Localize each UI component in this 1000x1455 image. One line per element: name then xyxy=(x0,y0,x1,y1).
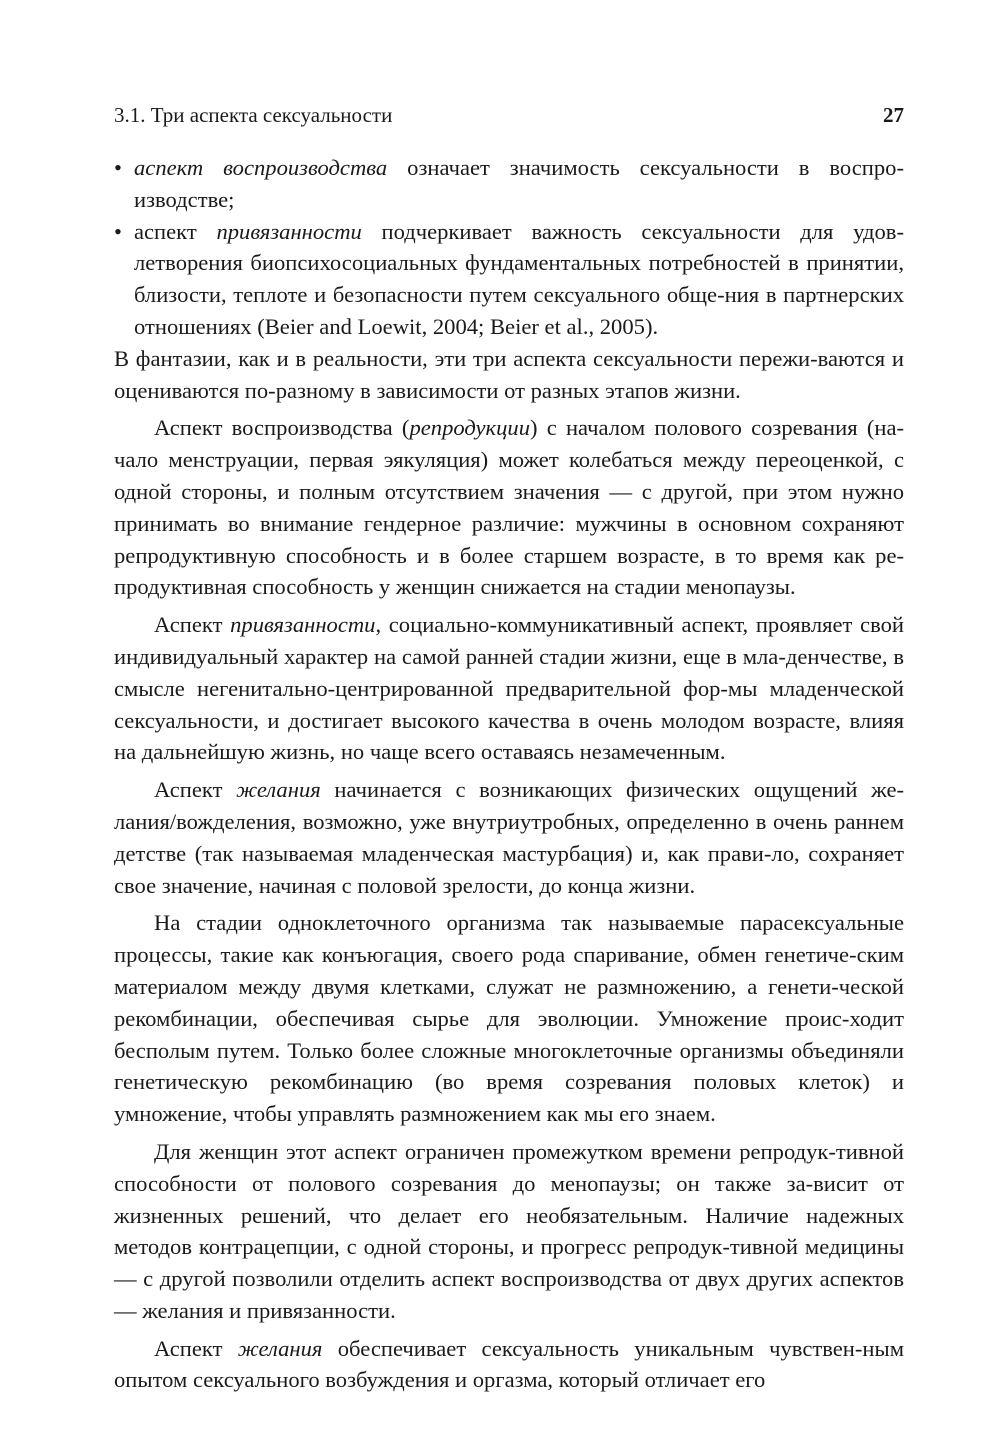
list-item xyxy=(114,216,904,343)
paragraph-text: Аспект xyxy=(154,1335,238,1361)
italic-term: репродукции xyxy=(409,415,530,441)
paragraph-1: В фантазии, как и в реальности, эти три аспекта сексуальности пережи-ваются и оцениваются по-разному в зависимости от разных этапов жизни. xyxy=(114,345,904,403)
list-item-text: подчеркивает важность сексуальности для удов-летворения биопсихосоциальных фундаментальных потребностей в принятии, близости, теплоте и безопасности путем сексуального обще-ния в партнерских отношениях (Beier and Loewit, 2004; Beier et al., 2005). xyxy=(134,218,904,339)
paragraph-text: обеспечивает сексуальность уникальным чувствен-ным опытом сексуального возбуждения и оргазма, который отличает его xyxy=(114,1335,904,1393)
list-item-text: означает значимость сексуальности в воспро-изводстве; xyxy=(134,155,904,212)
italic-term: желания xyxy=(237,1335,323,1361)
paragraph-5: На стадии одноклеточного организма так называемые парасексуальные процессы, такие как конъюгация, своего рода спаривание, обмен генетиче-ским материалом между двумя клетками, служат не размножению, а генети-ческой рекомбинации, обеспечивая сырье для эволюции. Умножение проис-ходит бесполым путем. Только более сложные многоклеточные организмы объединяли генетическую рекомбинацию (во время созревания половых клеток) и умножение, чтобы управлять размножением как мы его знаем. xyxy=(114,910,904,1127)
paragraph-6: Для женщин этот аспект ограничен промежутком времени репродук-тивной способности от полового созревания до менопаузы; он также за-висит от жизненных решений, что делает его необязательным. Наличие надежных методов контрацепции, с одной стороны, и прогресс репродук-тивной медицины — с другой позволили отделить аспект воспроизводства от двух других аспектов — желания и привязанности. xyxy=(114,1138,904,1323)
list-item xyxy=(114,152,904,216)
paragraph-text: начинается с возникающих физических ощущений же-лания/вожделения, возможно, уже внутриутробных, определенно в очень раннем детстве (так называемая младенческая мастурбация) и, как прави-ло, сохраняет свое значение, начиная с половой зрелости, до конца жизни. xyxy=(114,777,905,898)
bullet-icon: • xyxy=(114,155,122,180)
paragraph-text: Аспект xyxy=(154,612,231,638)
italic-term: привязанности xyxy=(230,612,376,638)
paragraph-2 xyxy=(114,412,904,603)
paragraph-text: ) с началом полового созревания (на-чало менструации, первая эякуляция) может колебаться между переоценкой, с одной стороны, и полным отсутствием значения — с другой, при этом нужно принимать во внимание гендерное различие: мужчины в основном сохраняют репродуктивную способность и в более старшем возрасте, в то время как ре-продуктивная способность у женщин снижается на стадии менопаузы. xyxy=(114,415,904,600)
italic-term: привязанности xyxy=(216,218,362,244)
italic-term: желания xyxy=(236,777,321,803)
running-header xyxy=(114,100,904,130)
list-item-lead: аспект xyxy=(134,218,217,244)
section-title: 3.1. Три аспекта сексуальности xyxy=(114,103,393,127)
bullet-icon: • xyxy=(114,218,122,244)
page-number: 27 xyxy=(883,103,904,127)
italic-term: аспект воспроизводства xyxy=(134,155,388,180)
paragraph-4 xyxy=(114,774,904,901)
aspect-list xyxy=(114,152,904,343)
book-page xyxy=(114,100,904,1396)
paragraph-text: Аспект воспроизводства ( xyxy=(154,415,410,441)
paragraph-text: Аспект xyxy=(154,777,237,803)
paragraph-3 xyxy=(114,609,904,768)
paragraph-7 xyxy=(114,1333,904,1397)
body-text xyxy=(114,152,904,1396)
paragraph-text: , социально-коммуникативный аспект, проявляет свой индивидуальный характер на самой ранней стадии жизни, еще в мла-денчестве, в смысле негенитально-центрированной предварительной фор-мы младенческой сексуальности, и достигает высокого качества в очень молодом возрасте, влияя на дальнейшую жизнь, но чаще всего оставаясь незамеченным. xyxy=(114,612,904,765)
